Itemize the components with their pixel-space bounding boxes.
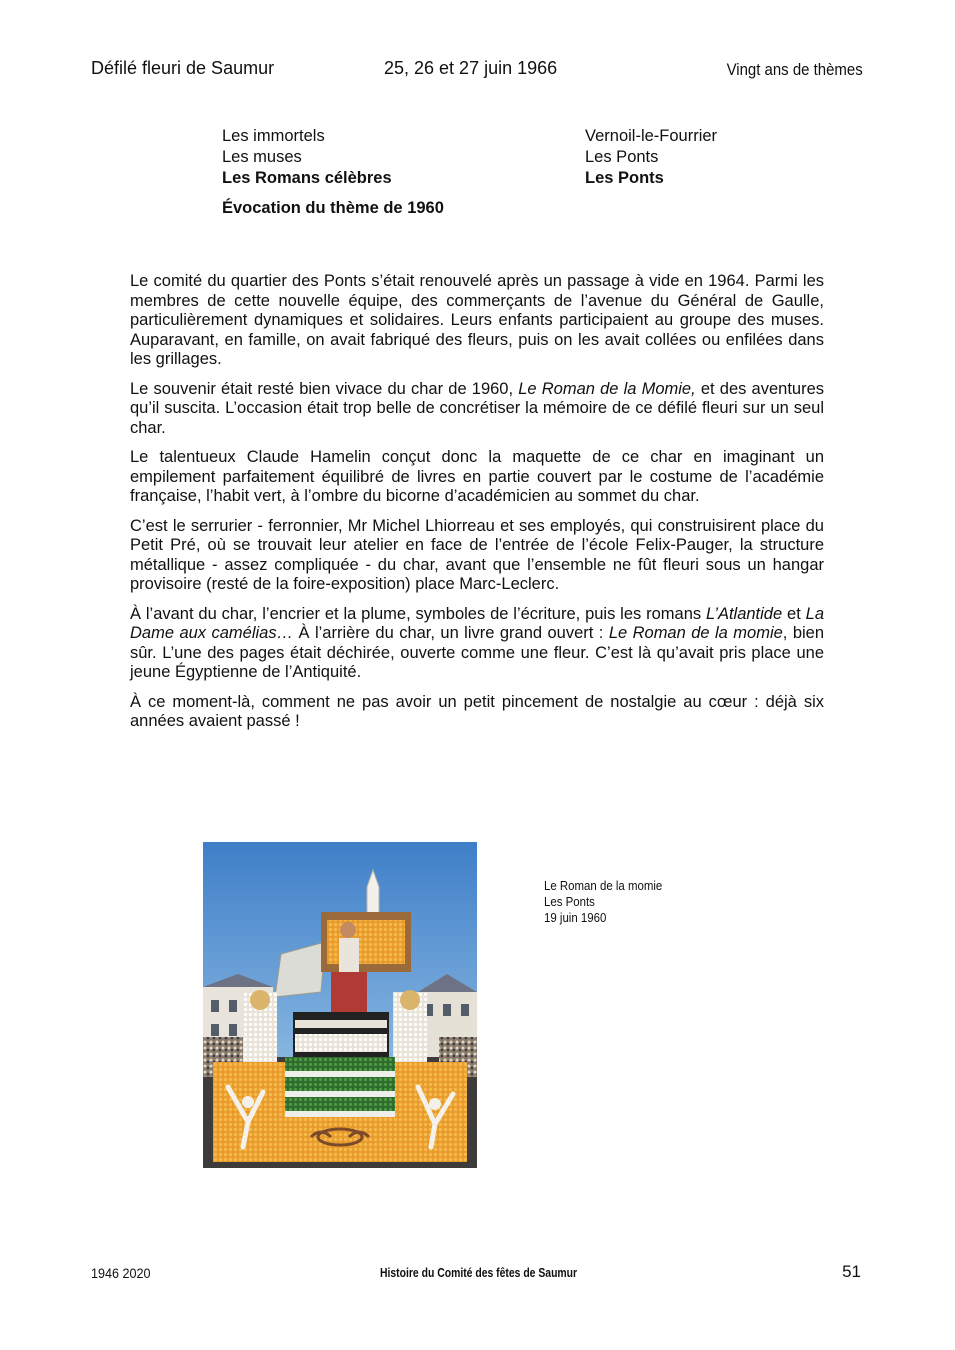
theme-name: Les immortels (222, 127, 325, 145)
caption-place: Les Ponts (544, 894, 595, 909)
float-photo (203, 842, 477, 1168)
header-dates: 25, 26 et 27 juin 1966 (384, 58, 558, 78)
paragraph: À l’avant du char, l’encrier et la plume, symboles de l’écriture, puis les romans L’Atlantide et La Dame aux camélias… À l’arrière du char, un livre grand ouvert : Le Roman de la momie, bien sûr. L’une des pages était déchirée, ouverte comme une fleur. C’est là qu’avait pris place une jeune Égyptienne de l’Antiquité. (130, 604, 825, 681)
header-title: Défilé fleuri de Saumur (91, 58, 275, 78)
footer-years: 1946 2020 (91, 1265, 151, 1281)
theme-name: Les muses (222, 148, 302, 166)
themes-list (222, 126, 742, 219)
caption-title: Le Roman de la momie (544, 878, 663, 893)
theme-row (222, 147, 742, 168)
theme-name: Les Romans célèbres (222, 169, 392, 187)
caption-date: 19 juin 1960 (544, 910, 607, 925)
theme-place: Vernoil-le-Fourrier (585, 127, 718, 145)
article-body (130, 272, 824, 742)
page-number: 51 (842, 1262, 861, 1281)
theme-place: Les Ponts (585, 148, 659, 166)
theme-row-highlight (222, 168, 742, 189)
book-title: Le Roman de la momie (608, 624, 783, 642)
evocation-heading: Évocation du thème de 1960 (222, 199, 444, 217)
theme-row (222, 126, 742, 147)
theme-place: Les Ponts (585, 169, 664, 187)
paragraph: Le souvenir était resté bien vivace du char de 1960, Le Roman de la Momie, et des aventures qu’il suscita. L’occasion était trop belle de concrétiser la mémoire de ce défilé fleuri sur un seul char. (130, 379, 825, 437)
book-title: Le Roman de la Momie, (518, 379, 696, 398)
photo-caption (544, 878, 662, 926)
paragraph: À ce moment-là, comment ne pas avoir un petit pincement de nostalgie au cœur : déjà six années avaient passé ! (130, 692, 824, 730)
paragraph: Le comité du quartier des Ponts s’était renouvelé après un passage à vide en 1964. Parmi les membres de cette nouvelle équipe, des commerçants de l’avenue du Général de Gaulle, particulièrement dynamiques et solidaires. Leurs enfants participaient au groupe des muses. Auparavant, en famille, on avait fabriqué des fleurs, puis on les avait collées ou enfilées dans les grillages. (130, 272, 824, 368)
footer-book-title: Histoire du Comité des fêtes de Saumur (380, 1265, 578, 1280)
paragraph: Le talentueux Claude Hamelin conçut donc la maquette de ce char en imaginant un empilement parfaitement équilibré de livres en partie couvert par le costume de l’académie française, l’habit vert, à l’ombre du bicorne d’académicien au sommet du char. (130, 448, 824, 505)
paragraph: C’est le serrurier - ferronnier, Mr Michel Lhiorreau et ses employés, qui construisirent place du Petit Pré, où se trouvait leur atelier en face de l’entrée de l’école Felix-Pauger, la structure métallique - assez compliquée - du char, avant que l’ensemble ne fût fleuri sous un hangar provisoire (resté de la foire-exposition) place Marc-Leclerc. (130, 516, 824, 593)
book-title: La Dame aux camélias… (130, 604, 824, 642)
book-title: L’Atlantide (706, 604, 783, 623)
header-section: Vingt ans de thèmes (726, 60, 863, 79)
